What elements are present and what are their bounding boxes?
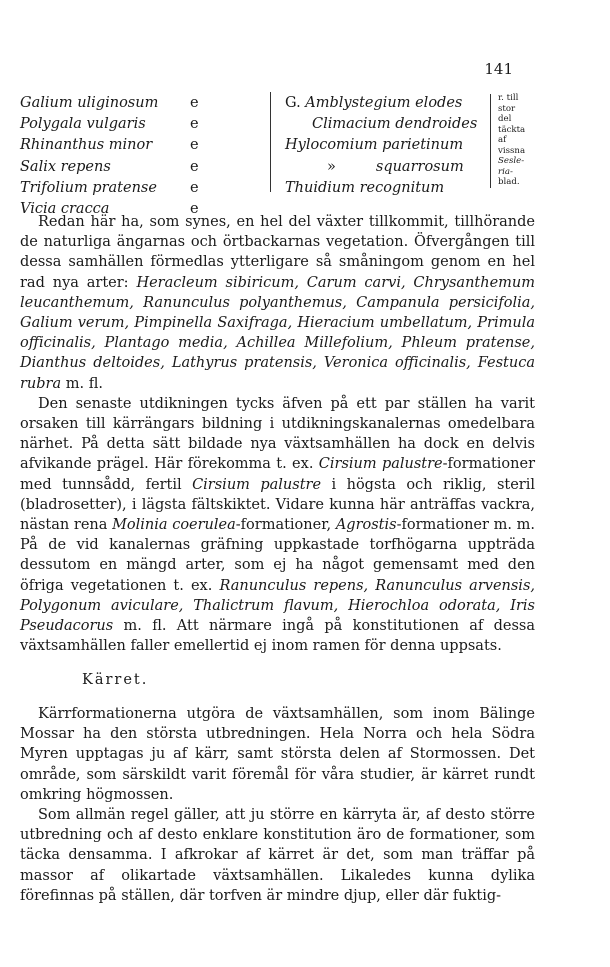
note-line: ria- bbox=[498, 166, 513, 177]
species-row bbox=[20, 157, 265, 178]
species-name: Cirsium palustre bbox=[318, 456, 443, 473]
species-name: Amblystegium elodes bbox=[305, 95, 463, 111]
species-row bbox=[20, 135, 265, 156]
ditto-mark: » bbox=[327, 158, 336, 175]
species-row bbox=[285, 178, 505, 199]
species-name: squarrosum bbox=[375, 158, 464, 175]
species-name: Climacium dendroides bbox=[312, 116, 478, 133]
text-run: m. fl. Att närmare ingå på konstitutionen af dessa växtsamhällen faller emellertid ej inom ramen för denna uppsats. bbox=[20, 618, 535, 655]
body-text bbox=[20, 704, 535, 906]
page-number: 141 bbox=[484, 60, 513, 78]
note-line: Sesle- bbox=[498, 156, 525, 166]
note-line: af bbox=[498, 135, 507, 145]
paragraph bbox=[20, 212, 535, 394]
species-name: Salix repens bbox=[20, 158, 111, 175]
species-name: Trifolium pratense bbox=[20, 179, 157, 196]
left-species-column bbox=[20, 93, 265, 220]
species-name: Molinia coerulea bbox=[112, 517, 236, 534]
species-row bbox=[20, 93, 265, 114]
body-text bbox=[20, 212, 535, 656]
species-name: Thuidium recognitum bbox=[285, 179, 445, 196]
section-heading: Kärret. bbox=[82, 672, 149, 688]
note-line: blad. bbox=[498, 177, 520, 187]
species-name: Galium uliginosum bbox=[20, 95, 159, 111]
paragraph: Kärrformationerna utgöra de växtsamhällen, som inom Bälinge Mossar ha den största utbredningen. Hela Norra och hela Södra Myren upptagas ju af kärr, samt största delen af Stormossen. Det område, som särskildt varit föremål för våra studier, är kärret rundt omkring högmossen. bbox=[20, 706, 535, 803]
frequency-mark: e bbox=[190, 179, 199, 196]
paragraph: Som allmän regel gäller, att ju större en kärryta är, af desto större utbredning och af desto enklare konstitution äro de formationer, som täcka densamma. I afkrokar af kärret är det, som man träffar på massor af olikartade växtsamhällen. Likaledes kunna dylika förefinnas på ställen, där torfven är mindre djup, eller där fuktig- bbox=[20, 807, 535, 904]
species-row bbox=[285, 135, 505, 156]
brace bbox=[490, 94, 497, 188]
text-run: -formationer med tunnsådd, fertil bbox=[20, 456, 536, 493]
species-row bbox=[285, 93, 505, 114]
frequency-mark: e bbox=[190, 201, 199, 218]
frequency-prefix: G. bbox=[285, 95, 301, 111]
column-divider bbox=[270, 92, 271, 192]
species-name: Hylocomium parietinum bbox=[285, 137, 464, 154]
text-run: i högsta och riklig, steril (bladrosetter), i lägsta fältskiktet. Vidare kunna här anträffas vackra, nästan rena bbox=[20, 476, 536, 534]
species-name: Agrostis bbox=[335, 517, 397, 534]
note-line: vissna bbox=[498, 145, 526, 156]
paragraph bbox=[20, 394, 535, 657]
frequency-mark: e bbox=[190, 137, 199, 154]
species-name: Polygala vulgaris bbox=[20, 116, 146, 133]
species-name: Cirsium palustre bbox=[192, 476, 322, 493]
note-line: del bbox=[498, 114, 512, 124]
species-row bbox=[285, 114, 505, 135]
side-note bbox=[498, 93, 538, 188]
right-species-column bbox=[285, 93, 505, 199]
species-list bbox=[20, 90, 580, 230]
frequency-mark: e bbox=[190, 158, 199, 175]
species-list-inline: Ranunculus repens, Ranunculus arvensis, Polygonum aviculare, Thalictrum flavum, Hierochloa odorata, Iris Pseudacorus bbox=[20, 577, 535, 635]
text-run: Redan här ha, som synes, en hel del växter tillkommit, tillhörande de naturliga ängarnas och örtbackarnas vegetation. Öfvergången till dessa samhällen förmedlas ytterligare så småningom genom en hel rad nya arter: bbox=[20, 214, 535, 291]
note-line: täckta bbox=[498, 124, 526, 135]
text-run: -formationer m. m. På de vid kanalernas gräfning uppkastade torfhögarna uppträda dessutom en mängd arter, som ej ha något gemensamt med den öfriga vegetationen t. ex. bbox=[20, 517, 535, 594]
species-row bbox=[20, 178, 265, 199]
species-row bbox=[285, 157, 505, 178]
text-run: m. fl. bbox=[61, 375, 103, 392]
note-line: r. till bbox=[498, 93, 519, 103]
frequency-mark: e bbox=[190, 95, 199, 111]
text-run: Den senaste utdikningen tycks äfven på ett par ställen ha varit orsaken till kärrängars bildning i utdikningskanalernas omedelbara närhet. På detta sätt bildade nya växtsamhällen ha dock en delvis afvikande prägel. Här förekomma t. ex. bbox=[20, 395, 535, 473]
species-row bbox=[20, 114, 265, 135]
species-name: Vicia cracca bbox=[20, 201, 110, 218]
note-line: stor bbox=[498, 103, 516, 114]
species-name: Rhinanthus minor bbox=[20, 137, 153, 154]
text-run: -formationer, bbox=[235, 517, 336, 534]
frequency-mark: e bbox=[190, 116, 199, 133]
species-list-inline: Heracleum sibiricum, Carum carvi, Chrysanthemum leucanthemum, Ranunculus polyanthemus, Campanula persicifolia, Galium verum, Pimpinella Saxifraga, Hieracium umbellatum, Primula officinalis, Plantago media, Achillea Millefolium, Phleum pratense, Dianthus deltoides, Lathyrus pratensis, Veronica officinalis, Festuca rubra bbox=[20, 274, 535, 392]
